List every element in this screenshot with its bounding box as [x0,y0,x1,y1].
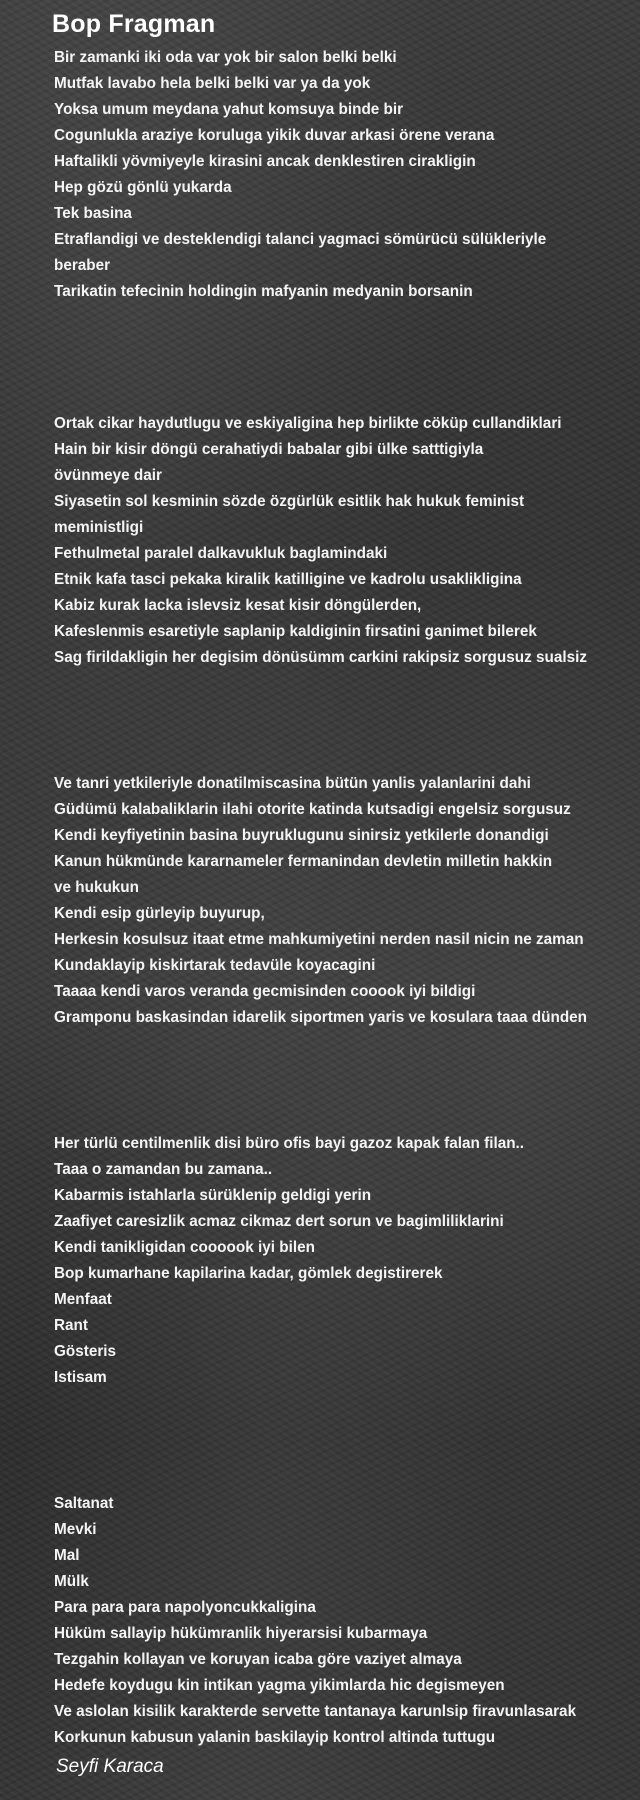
poem-line: Yoksa umum meydana yahut komsuya binde bir [54,101,404,118]
poem-line: Mülk [54,1573,89,1590]
poem-line: Kabarmis istahlarla sürüklenip geldigi yerin [54,1187,372,1204]
poem-line: beraber [54,257,111,274]
poem-line: Tek basina [54,205,132,222]
poem-line: Cogunlukla araziye koruluga yikik duvar arkasi örene verana [54,127,495,144]
poem-line: Ortak cikar haydutlugu ve eskiyaligina hep birlikte cöküp cullandiklari [54,415,562,432]
poem-line: Taaa o zamandan bu zamana.. [54,1161,273,1178]
poem-line: Ve aslolan kisilik karakterde servette tantanaya karunlsip firavunlasarak [54,1703,577,1720]
stanza-2 [54,411,634,671]
poem-line: Her türlü centilmenlik disi büro ofis bayi gazoz kapak falan filan.. [54,1135,525,1152]
poem-line: Tarikatin tefecinin holdingin mafyanin medyanin borsanin [54,283,473,300]
poem-line: Sag firildakligin her degisim dönüsümm carkini rakipsiz sorgusuz sualsiz [54,649,587,666]
poem-line: Kanun hükmünde kararnameler fermanindan devletin milletin hakkin [54,853,553,870]
poem-line: Para para para napolyoncukkaligina [54,1599,316,1616]
poem-line: Taaaa kendi varos veranda gecmisinden cooook iyi bildigi [54,983,476,1000]
poem-line: övünmeye dair [54,467,162,484]
stanza-3 [54,771,634,1031]
stanza-1 [54,45,634,305]
poem-line: Gösteris [54,1343,117,1360]
poem-line: Mutfak lavabo hela belki belki var ya da yok [54,75,371,92]
poem-line: Istisam [54,1369,107,1386]
poem-line: Güdümü kalabaliklarin ilahi otorite katinda kutsadigi engelsiz sorgusuz [54,801,571,818]
poem-line: meministligi [54,519,144,536]
poem-line: ve hukukun [54,879,139,896]
poem-line: Fethulmetal paralel dalkavukluk baglamindaki [54,545,388,562]
poem-line: Haftalikli yövmiyeyle kirasini ancak denklestiren cirakligin [54,153,476,170]
poem-line: Tezgahin kollayan ve koruyan icaba göre vaziyet almaya [54,1651,462,1668]
poem-line: Gramponu baskasindan idarelik siportmen yaris ve kosulara taaa dünden [54,1009,588,1026]
poem-line: Mal [54,1547,80,1564]
poem-line: Kafeslenmis esaretiyle saplanip kaldiginin firsatini ganimet bilerek [54,623,537,640]
poem-author: Seyfi Karaca [56,1756,164,1777]
poem-line: Bop kumarhane kapilarina kadar, gömlek degistirerek [54,1265,443,1282]
poem-line: Etnik kafa tasci pekaka kiralik katilligine ve kadrolu usaklikligina [54,571,522,588]
poem-line: Hep gözü gönlü yukarda [54,179,232,196]
poem-line: Zaafiyet caresizlik acmaz cikmaz dert sorun ve bagimliliklarini [54,1213,504,1230]
poem-line: Kendi tanikligidan coooook iyi bilen [54,1239,315,1256]
stanza-4 [54,1131,634,1391]
poem-line: Kendi esip gürleyip buyurup, [54,905,265,922]
poem-line: Rant [54,1317,88,1334]
poem-line: Saltanat [54,1495,114,1512]
poem-line: Herkesin kosulsuz itaat etme mahkumiyetini nerden nasil nicin ne zaman [54,931,584,948]
poem-line: Menfaat [54,1291,112,1308]
poem-line: Korkunun kabusun yalanin baskilayip kontrol altinda tuttugu [54,1729,496,1746]
poem-line: Mevki [54,1521,97,1538]
poem-title: Bop Fragman [52,10,216,38]
poem-line: Etraflandigi ve desteklendigi talanci yagmaci sömürücü sülükleriyle [54,231,547,248]
poem-line: Kabiz kurak lacka islevsiz kesat kisir döngülerden, [54,597,422,614]
stanza-5 [54,1491,634,1751]
poem-line: Hain bir kisir döngü cerahatiydi babalar gibi ülke satttigiyla [54,441,484,458]
poem-line: Siyasetin sol kesminin sözde özgürlük esitlik hak hukuk feminist [54,493,525,510]
poem-line: Kendi keyfiyetinin basina buyruklugunu sinirsiz yetkilerle donandigi [54,827,549,844]
poem-line: Kundaklayip kiskirtarak tedavüle koyacagini [54,957,376,974]
poem-line: Bir zamanki iki oda var yok bir salon belki belki [54,49,397,66]
poem-line: Ve tanri yetkileriyle donatilmiscasina bütün yanlis yalanlarini dahi [54,775,531,792]
poem-line: Hedefe koydugu kin intikan yagma yikimlarda hic degismeyen [54,1677,505,1694]
poem-line: Hüküm sallayip hükümranlik hiyerarsisi kubarmaya [54,1625,428,1642]
